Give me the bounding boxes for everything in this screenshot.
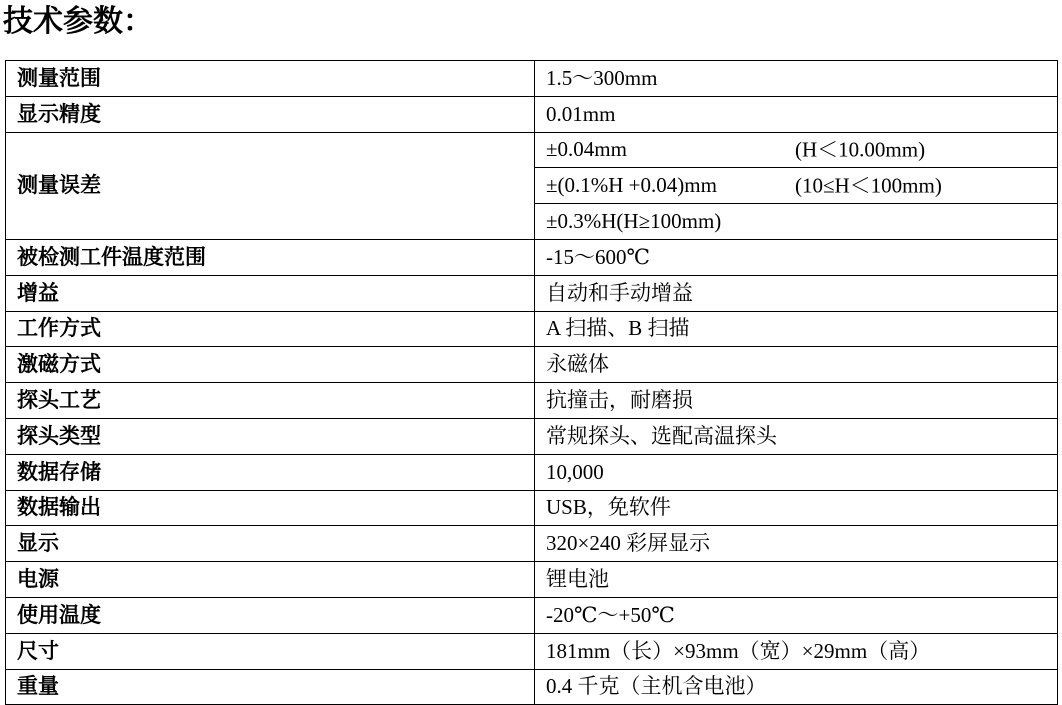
- table-row: [6, 562, 1058, 598]
- param-value-cell: [535, 61, 1058, 97]
- table-row: [6, 669, 1058, 705]
- param-name-cell: 探头类型: [6, 418, 535, 454]
- param-name-cell: 重量: [6, 669, 535, 705]
- param-value-text: 181mm（长）×93mm（宽）×29mm（高）: [546, 638, 931, 663]
- param-value-cell: [535, 562, 1058, 598]
- param-name-cell: 测量误差: [6, 132, 535, 239]
- table-row: [6, 597, 1058, 633]
- table-row: [6, 275, 1058, 311]
- param-value-text: 锂电池: [546, 567, 609, 592]
- table-row: [6, 347, 1058, 383]
- param-value-text: A 扫描、B 扫描: [546, 316, 690, 341]
- param-value-text: ±0.04mm: [546, 137, 627, 162]
- param-name-cell: 使用温度: [6, 597, 535, 633]
- param-value-cell: [535, 633, 1058, 669]
- param-value-cell: [535, 204, 1058, 240]
- param-value-cell: [535, 168, 1058, 204]
- param-value-text: -15～600℃: [546, 244, 650, 269]
- param-value-cell: [535, 347, 1058, 383]
- param-value-cell: [535, 526, 1058, 562]
- table-row: [6, 96, 1058, 132]
- param-value-text: 0.4 千克（主机含电池）: [546, 674, 767, 699]
- param-value-cell: [535, 96, 1058, 132]
- param-value-cell: [535, 418, 1058, 454]
- param-condition-text: (H＜10.00mm): [795, 137, 926, 162]
- param-value-text: 1.5～300mm: [546, 65, 658, 90]
- param-name-cell: 尺寸: [6, 633, 535, 669]
- param-value-cell: [535, 454, 1058, 490]
- param-name-cell: 显示精度: [6, 96, 535, 132]
- table-row: [6, 383, 1058, 419]
- table-row: [6, 61, 1058, 97]
- table-row: [6, 490, 1058, 526]
- param-name-cell: 数据输出: [6, 490, 535, 526]
- specs-table: [5, 60, 1058, 705]
- param-value-text: 常规探头、选配高温探头: [546, 423, 777, 448]
- param-value-cell: [535, 597, 1058, 633]
- param-value-text: 320×240 彩屏显示: [546, 531, 711, 556]
- param-value-text: 10,000: [546, 459, 604, 484]
- specs-table-body: [6, 61, 1058, 705]
- table-row: [6, 418, 1058, 454]
- param-value-text: ±0.3%H(H≥100mm): [546, 209, 722, 234]
- param-value-cell: [535, 490, 1058, 526]
- param-value-text: ±(0.1%H +0.04)mm: [546, 173, 717, 198]
- param-value-text: 抗撞击，耐磨损: [546, 388, 693, 413]
- table-row: [6, 132, 1058, 168]
- param-value-text: 自动和手动增益: [546, 280, 693, 305]
- param-value-cell: [535, 275, 1058, 311]
- param-name-cell: 探头工艺: [6, 383, 535, 419]
- param-value-cell: [535, 383, 1058, 419]
- table-row: [6, 633, 1058, 669]
- param-value-text: 0.01mm: [546, 101, 616, 126]
- param-value-cell: [535, 132, 1058, 168]
- table-row: [6, 239, 1058, 275]
- param-name-cell: 被检测工件温度范围: [6, 239, 535, 275]
- table-row: [6, 311, 1058, 347]
- param-value-text: -20℃～+50℃: [546, 602, 675, 627]
- param-name-cell: 电源: [6, 562, 535, 598]
- param-name-cell: 激磁方式: [6, 347, 535, 383]
- param-name-cell: 数据存储: [6, 454, 535, 490]
- param-name-cell: 工作方式: [6, 311, 535, 347]
- param-name-cell: 增益: [6, 275, 535, 311]
- param-value-cell: [535, 239, 1058, 275]
- param-value-cell: [535, 669, 1058, 705]
- param-value-text: 永磁体: [546, 352, 609, 377]
- param-value-text: USB，免软件: [546, 495, 671, 520]
- param-name-cell: 测量范围: [6, 61, 535, 97]
- table-row: [6, 526, 1058, 562]
- table-row: [6, 454, 1058, 490]
- param-value-cell: [535, 311, 1058, 347]
- param-condition-text: (10≤H＜100mm): [795, 173, 942, 198]
- page-title: 技术参数：: [3, 5, 153, 38]
- param-name-cell: 显示: [6, 526, 535, 562]
